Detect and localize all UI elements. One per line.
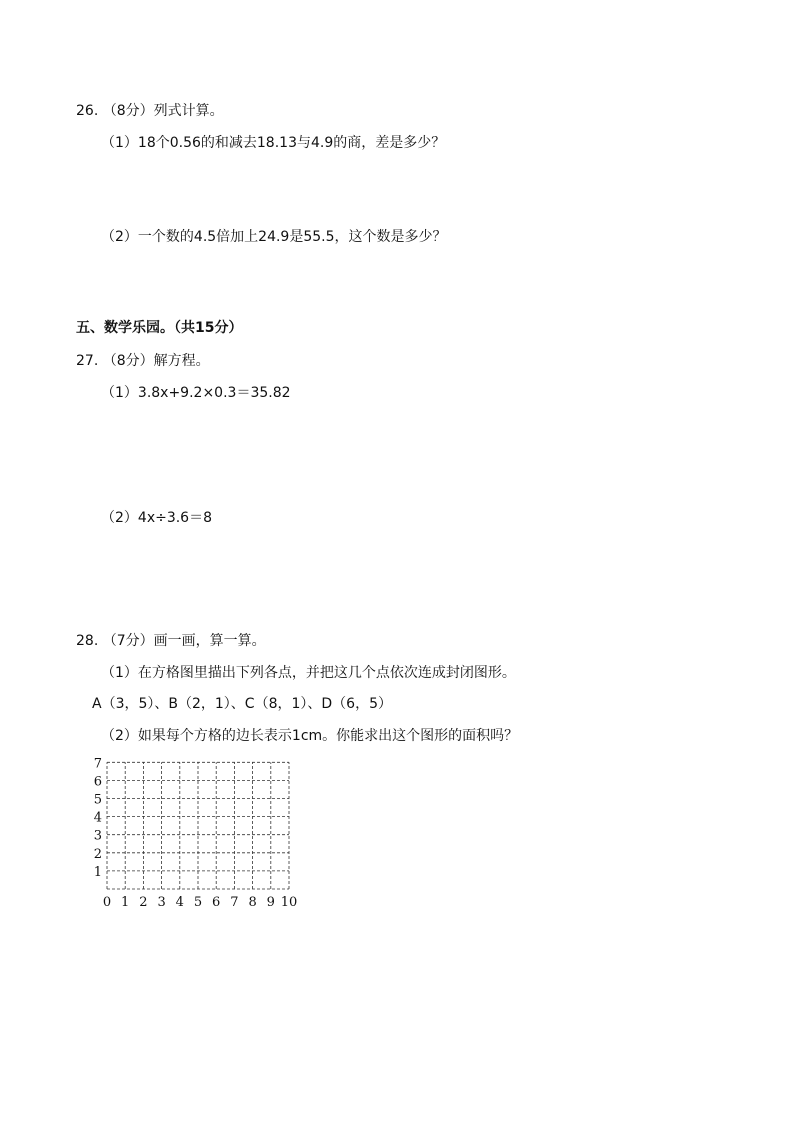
q26-part1: （1）18个0.56的和减去18.13与4.9的商，差是多少？ — [101, 135, 446, 151]
y-tick-label: 4 — [93, 810, 102, 826]
q27-part2: （2）4x÷3.6＝8 — [101, 510, 213, 526]
y-tick-label: 7 — [93, 756, 102, 772]
x-axis-labels — [103, 895, 297, 910]
coordinate-grid — [92, 752, 312, 912]
q28-points: A（3，5）、B（2，1）、C（8，1）、D（6，5） — [92, 696, 392, 712]
x-tick-label: 0 — [102, 895, 112, 910]
y-tick-label: 1 — [93, 864, 102, 880]
q27-title: 27. （8分）解方程。 — [76, 353, 210, 369]
grid-lines — [107, 762, 289, 889]
x-tick-label: 6 — [212, 895, 221, 910]
x-tick-label: 9 — [266, 895, 275, 910]
q26-part2: （2）一个数的4.5倍加上24.9是55.5，这个数是多少？ — [101, 229, 447, 245]
section5-title: 五、数学乐园。（共15分） — [76, 320, 243, 336]
x-tick-label: 10 — [280, 895, 298, 910]
q26-title: 26. （8分）列式计算。 — [76, 103, 224, 119]
x-tick-label: 8 — [248, 895, 257, 910]
x-tick-label: 1 — [121, 895, 130, 910]
y-tick-label: 2 — [93, 846, 102, 862]
q27-part1: （1）3.8x+9.2×0.3＝35.82 — [101, 385, 291, 401]
x-tick-label: 2 — [139, 895, 148, 910]
q28-part2: （2）如果每个方格的边长表示1cm。你能求出这个图形的面积吗？ — [101, 728, 519, 744]
y-tick-label: 5 — [93, 792, 102, 808]
q28-part1: （1）在方格图里描出下列各点，并把这几个点依次连成封闭图形。 — [101, 665, 516, 681]
x-tick-label: 7 — [230, 895, 239, 910]
x-tick-label: 3 — [157, 895, 166, 910]
x-tick-label: 5 — [193, 895, 203, 910]
q28-title: 28. （7分）画一画，算一算。 — [76, 633, 266, 649]
y-axis-labels — [94, 756, 102, 880]
y-tick-label: 3 — [93, 828, 102, 844]
x-tick-label: 4 — [175, 895, 184, 910]
y-tick-label: 6 — [93, 774, 102, 790]
